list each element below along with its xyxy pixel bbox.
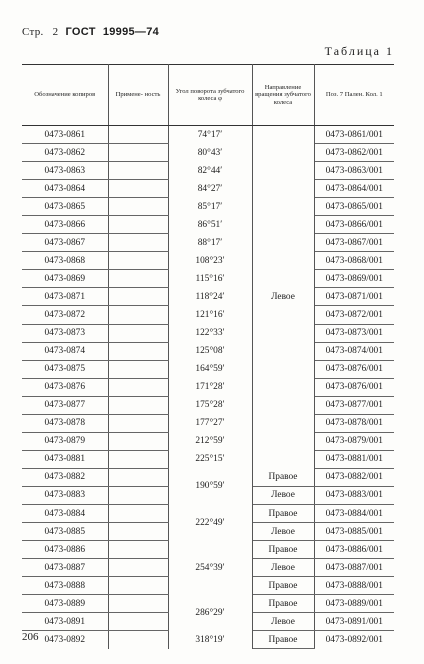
table-row <box>22 144 394 162</box>
copier-code-cell: 0473-0877 <box>22 396 108 414</box>
usage-cell <box>108 631 168 649</box>
usage-cell <box>108 252 168 270</box>
direction-cell: Левое <box>252 126 314 469</box>
usage-cell <box>108 162 168 180</box>
position-cell: 0473-0869/001 <box>314 270 394 288</box>
copier-code-cell: 0473-0887 <box>22 559 108 577</box>
usage-cell <box>108 216 168 234</box>
copier-code-cell: 0473-0878 <box>22 414 108 432</box>
usage-cell <box>108 541 168 559</box>
position-cell: 0473-0872/001 <box>314 306 394 324</box>
col-header-angle: Угол поворота зубчатого колеса φ <box>168 65 252 126</box>
copier-code-cell: 0473-0881 <box>22 450 108 468</box>
table-title: Таблица 1 <box>324 44 394 58</box>
direction-cell: Правое <box>252 468 314 486</box>
position-cell: 0473-0865/001 <box>314 198 394 216</box>
angle-cell: 318°19′ <box>168 631 252 649</box>
position-cell: 0473-0888/001 <box>314 577 394 595</box>
angle-cell: 108°23′ <box>168 252 252 270</box>
copier-code-cell: 0473-0866 <box>22 216 108 234</box>
angle-cell: 80°43′ <box>168 144 252 162</box>
copier-code-cell: 0473-0865 <box>22 198 108 216</box>
angle-cell: 118°24′ <box>168 288 252 306</box>
table-row <box>22 180 394 198</box>
col-header-usage: Примене- ность <box>108 65 168 126</box>
table-row <box>22 414 394 432</box>
position-cell: 0473-0887/001 <box>314 559 394 577</box>
copier-code-cell: 0473-0883 <box>22 486 108 504</box>
usage-cell <box>108 324 168 342</box>
copier-code-cell: 0473-0869 <box>22 270 108 288</box>
angle-cell: 85°17′ <box>168 198 252 216</box>
position-cell: 0473-0863/001 <box>314 162 394 180</box>
gost-label: ГОСТ <box>65 26 96 38</box>
table-row <box>22 306 394 324</box>
copier-code-cell: 0473-0888 <box>22 577 108 595</box>
copier-code-cell: 0473-0889 <box>22 595 108 613</box>
copier-code-cell: 0473-0873 <box>22 324 108 342</box>
position-cell: 0473-0884/001 <box>314 504 394 522</box>
copier-code-cell: 0473-0879 <box>22 432 108 450</box>
usage-cell <box>108 396 168 414</box>
table-row <box>22 342 394 360</box>
position-cell: 0473-0862/001 <box>314 144 394 162</box>
table-row <box>22 595 394 613</box>
copier-code-cell: 0473-0871 <box>22 288 108 306</box>
copier-code-cell: 0473-0862 <box>22 144 108 162</box>
position-cell: 0473-0874/001 <box>314 342 394 360</box>
table-row <box>22 270 394 288</box>
usage-cell <box>108 595 168 613</box>
angle-cell: 190°59′ <box>168 468 252 504</box>
position-cell: 0473-0878/001 <box>314 414 394 432</box>
usage-cell <box>108 523 168 541</box>
usage-cell <box>108 613 168 631</box>
angle-cell: 125°08′ <box>168 342 252 360</box>
angle-cell: 164°59′ <box>168 360 252 378</box>
usage-cell <box>108 144 168 162</box>
table-row <box>22 216 394 234</box>
angle-cell: 86°51′ <box>168 216 252 234</box>
table-row <box>22 378 394 396</box>
copier-code-cell: 0473-0891 <box>22 613 108 631</box>
angle-cell: 175°28′ <box>168 396 252 414</box>
usage-cell <box>108 486 168 504</box>
table-row <box>22 432 394 450</box>
table-row <box>22 504 394 522</box>
usage-cell <box>108 577 168 595</box>
table-row <box>22 324 394 342</box>
usage-cell <box>108 180 168 198</box>
copier-code-cell: 0473-0864 <box>22 180 108 198</box>
angle-cell: 286°29′ <box>168 595 252 631</box>
position-cell: 0473-0864/001 <box>314 180 394 198</box>
angle-cell: 121°16′ <box>168 306 252 324</box>
angle-cell: 84°27′ <box>168 180 252 198</box>
usage-cell <box>108 468 168 486</box>
copier-code-cell: 0473-0876 <box>22 378 108 396</box>
table-row <box>22 396 394 414</box>
table-row <box>22 288 394 306</box>
copier-code-cell: 0473-0868 <box>22 252 108 270</box>
page-number: 206 <box>22 631 39 643</box>
position-cell: 0473-0876/001 <box>314 360 394 378</box>
position-cell: 0473-0873/001 <box>314 324 394 342</box>
angle-cell: 177°27′ <box>168 414 252 432</box>
copier-code-cell: 0473-0884 <box>22 504 108 522</box>
angle-cell: 74°17′ <box>168 126 252 144</box>
table-row <box>22 360 394 378</box>
usage-cell <box>108 559 168 577</box>
usage-cell <box>108 504 168 522</box>
usage-cell <box>108 378 168 396</box>
copier-code-cell: 0473-0861 <box>22 126 108 144</box>
position-cell: 0473-0882/001 <box>314 468 394 486</box>
usage-cell <box>108 342 168 360</box>
usage-cell <box>108 360 168 378</box>
table-row <box>22 198 394 216</box>
table-row <box>22 631 394 649</box>
col-header-direction: Направление вращения зубчатого колеса <box>252 65 314 126</box>
usage-cell <box>108 432 168 450</box>
usage-cell <box>108 270 168 288</box>
copier-code-cell: 0473-0863 <box>22 162 108 180</box>
direction-cell: Правое <box>252 577 314 595</box>
position-cell: 0473-0861/001 <box>314 126 394 144</box>
page-header <box>22 26 159 38</box>
table-row <box>22 541 394 559</box>
position-cell: 0473-0867/001 <box>314 234 394 252</box>
angle-cell: 122°33′ <box>168 324 252 342</box>
direction-cell: Левое <box>252 613 314 631</box>
angle-cell: 115°16′ <box>168 270 252 288</box>
usage-cell <box>108 126 168 144</box>
position-cell: 0473-0871/001 <box>314 288 394 306</box>
direction-cell: Левое <box>252 523 314 541</box>
direction-cell: Левое <box>252 559 314 577</box>
table-row <box>22 468 394 486</box>
position-cell: 0473-0889/001 <box>314 595 394 613</box>
position-cell: 0473-0883/001 <box>314 486 394 504</box>
copier-code-cell: 0473-0872 <box>22 306 108 324</box>
table-row <box>22 252 394 270</box>
position-cell: 0473-0891/001 <box>314 613 394 631</box>
angle-cell: 254°39′ <box>168 541 252 595</box>
table-row <box>22 234 394 252</box>
usage-cell <box>108 450 168 468</box>
table-body <box>22 126 394 649</box>
copier-code-cell: 0473-0875 <box>22 360 108 378</box>
position-cell: 0473-0881/001 <box>314 450 394 468</box>
position-cell: 0473-0879/001 <box>314 432 394 450</box>
angle-cell: 88°17′ <box>168 234 252 252</box>
position-cell: 0473-0885/001 <box>314 523 394 541</box>
direction-cell: Левое <box>252 486 314 504</box>
angle-cell: 171°28′ <box>168 378 252 396</box>
gost-number: 19995—74 <box>102 26 160 38</box>
copier-code-cell: 0473-0867 <box>22 234 108 252</box>
page-prefix: Стр. <box>22 26 44 38</box>
col-header-position: Поз. 7 Пален. Кол. 1 <box>314 65 394 126</box>
table-row <box>22 162 394 180</box>
position-cell: 0473-0876/001 <box>314 378 394 396</box>
position-cell: 0473-0877/001 <box>314 396 394 414</box>
angle-cell: 212°59′ <box>168 432 252 450</box>
position-cell: 0473-0886/001 <box>314 541 394 559</box>
usage-cell <box>108 414 168 432</box>
copier-code-cell: 0473-0892 <box>22 631 108 649</box>
table-header-row <box>22 65 394 126</box>
direction-cell: Правое <box>252 541 314 559</box>
usage-cell <box>108 288 168 306</box>
position-cell: 0473-0892/001 <box>325 635 383 646</box>
table-row <box>22 126 394 144</box>
table-row <box>22 450 394 468</box>
position-cell: 0473-0866/001 <box>314 216 394 234</box>
direction-cell: Правое <box>252 631 314 649</box>
copier-code-cell: 0473-0874 <box>22 342 108 360</box>
angle-cell: 225°15′ <box>168 450 252 468</box>
col-header-code: Обозначение копиров <box>22 65 108 126</box>
position-cell: 0473-0868/001 <box>314 252 394 270</box>
usage-cell <box>108 198 168 216</box>
usage-cell <box>108 306 168 324</box>
angle-cell: 82°44′ <box>168 162 252 180</box>
copier-table <box>22 64 394 649</box>
copier-code-cell: 0473-0882 <box>22 468 108 486</box>
copier-code-cell: 0473-0885 <box>22 523 108 541</box>
page-no: 2 <box>52 26 59 38</box>
direction-cell: Правое <box>252 595 314 613</box>
angle-cell: 222°49′ <box>168 504 252 540</box>
copier-code-cell: 0473-0886 <box>22 541 108 559</box>
usage-cell <box>108 234 168 252</box>
direction-cell: Правое <box>252 504 314 522</box>
